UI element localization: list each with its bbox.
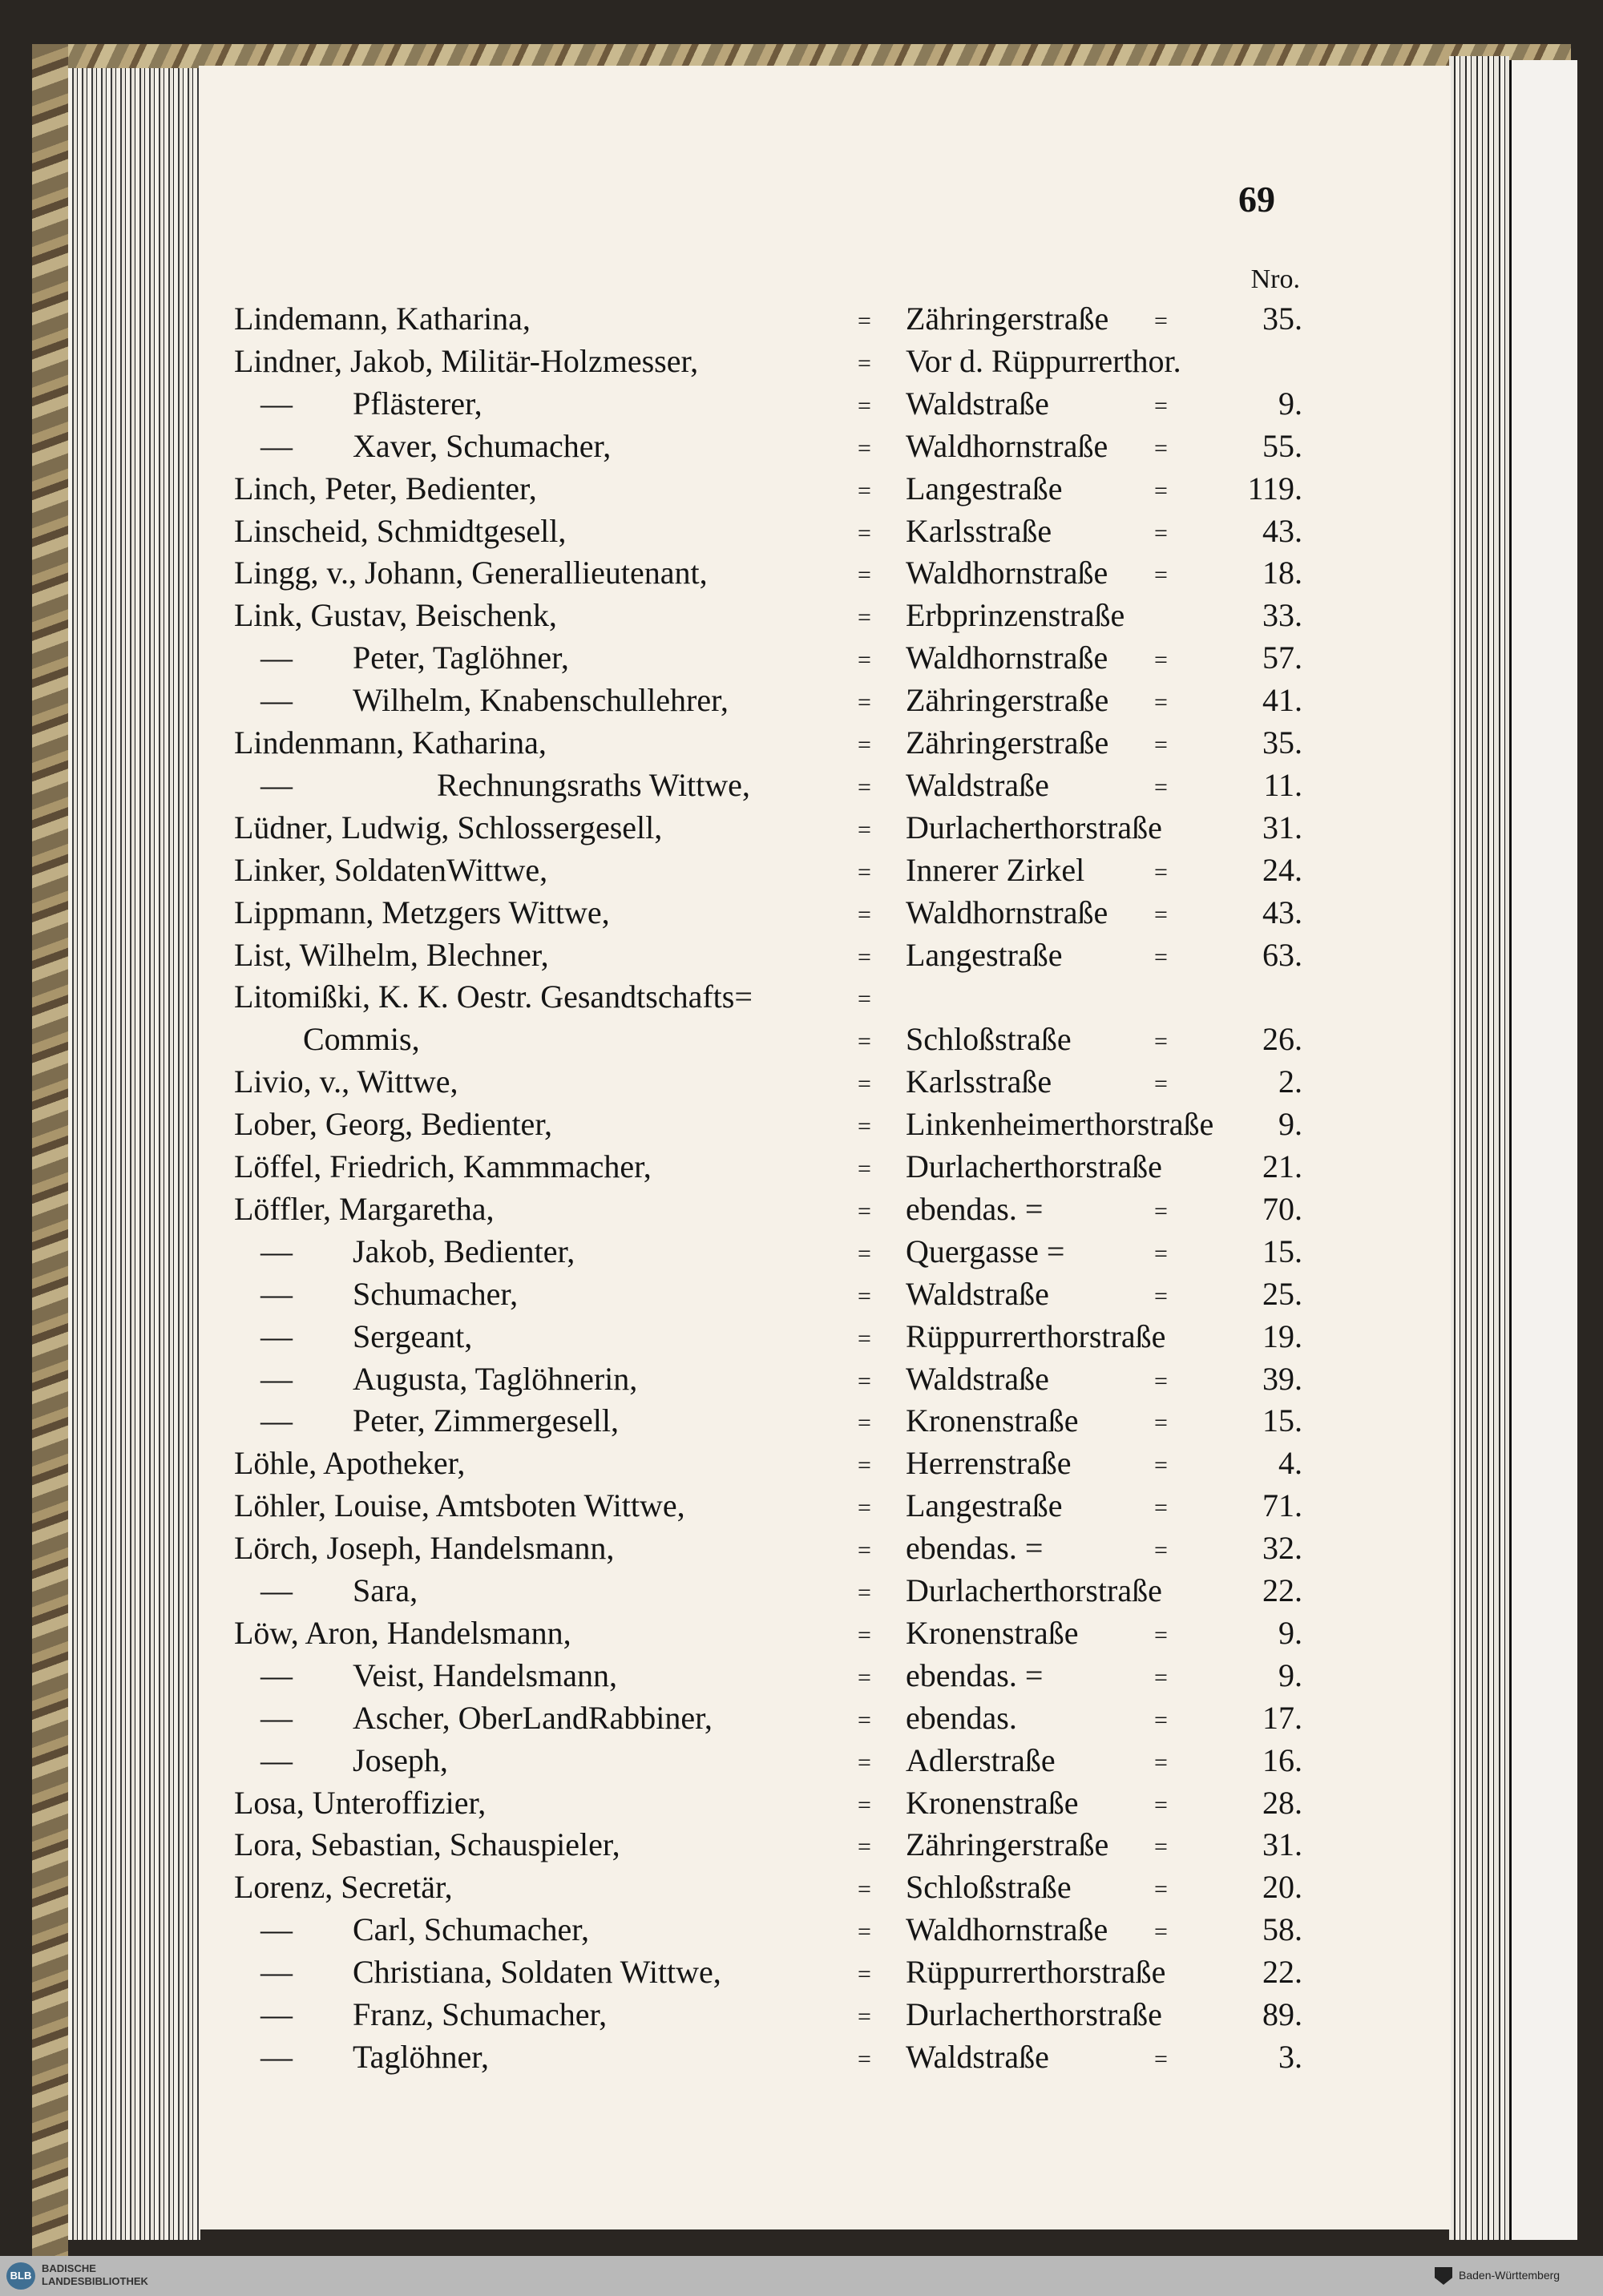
street: Zähringerstraße (906, 301, 1109, 337)
ditto-mark: = (858, 732, 871, 758)
house-number: 26. (1262, 1021, 1302, 1058)
street: Rüppurrerthorstraße (906, 1954, 1166, 1991)
entry-name: Lindner, Jakob, Militär-Holzmesser, (234, 342, 699, 379)
list-row (0, 1063, 1603, 1108)
ditto-mark: = (858, 477, 871, 504)
entry-subname: Christiana, Soldaten Wittwe, (353, 1954, 721, 1991)
house-number: 57. (1262, 640, 1302, 676)
house-number: 28. (1262, 1784, 1302, 1821)
street: Waldstraße (906, 2038, 1049, 2075)
list-row (0, 1023, 1603, 1065)
list-row (0, 642, 1603, 684)
baden-wuerttemberg-crest-icon (1435, 2267, 1452, 2285)
house-number: 39. (1262, 1360, 1302, 1397)
list-row (0, 1233, 1603, 1277)
ditto-mark: = (1154, 1452, 1168, 1479)
ditto-dash: — (260, 1699, 293, 1736)
ditto-dash: — (260, 1402, 293, 1439)
list-row (0, 1699, 1603, 1744)
entry-name: Linscheid, Schmidtgesell, (234, 512, 567, 549)
street: Schloßstraße (906, 1021, 1072, 1058)
house-number: 58. (1262, 1911, 1302, 1948)
house-number: 9. (1278, 1656, 1302, 1693)
ditto-mark: = (858, 562, 871, 589)
blb-logo-icon[interactable]: BLB (6, 2262, 35, 2290)
ditto-mark: = (1154, 1791, 1168, 1818)
list-row (0, 1956, 1603, 1998)
street: ebendas. (906, 1699, 1017, 1736)
entry-subname: Sergeant, (353, 1317, 473, 1354)
house-number: 9. (1278, 1106, 1302, 1143)
ditto-mark: = (858, 1919, 871, 1946)
ditto-mark: = (858, 1410, 871, 1437)
list-row (0, 342, 1603, 387)
house-number: 16. (1262, 1741, 1302, 1778)
library-name[interactable] (42, 2262, 202, 2288)
entry-name: Lober, Georg, Bedienter, (234, 1106, 553, 1143)
entry-name: Löffel, Friedrich, Kammmacher, (234, 1148, 652, 1184)
list-row (0, 1572, 1603, 1616)
house-number: 35. (1262, 724, 1302, 761)
ditto-mark: = (858, 1834, 871, 1861)
house-number: 31. (1262, 809, 1302, 845)
house-number: 18. (1262, 555, 1302, 591)
street: Durlacherthorstraße (906, 809, 1162, 845)
ditto-mark: = (1154, 1749, 1168, 1776)
state-label[interactable]: Baden-Württemberg (1459, 2269, 1561, 2282)
list-row (0, 1826, 1603, 1870)
ditto-mark: = (858, 1961, 871, 1988)
street: Waldstraße (906, 766, 1049, 803)
house-number: 33. (1262, 597, 1302, 634)
list-row (0, 1148, 1603, 1192)
list-row (0, 512, 1603, 557)
ditto-mark: = (858, 519, 871, 547)
list-row (0, 809, 1603, 853)
ditto-mark: = (858, 1749, 871, 1776)
entry-subname: Ascher, OberLandRabbiner, (353, 1699, 713, 1736)
ditto-dash: — (260, 1996, 293, 2032)
ditto-dash: — (260, 766, 293, 803)
entry-subname: Sara, (353, 1572, 418, 1608)
entry-name: Löw, Aron, Handelsmann, (234, 1614, 571, 1651)
street: Innerer Zirkel (906, 851, 1085, 888)
street: Kronenstraße (906, 1614, 1079, 1651)
street: Waldhornstraße (906, 555, 1108, 591)
entry-name: Lorenz, Secretär, (234, 1869, 453, 1906)
ditto-dash: — (260, 1741, 293, 1778)
house-number: 19. (1262, 1317, 1302, 1354)
entry-subname: Peter, Taglöhner, (353, 640, 569, 676)
library-name-line2: LANDESBIBLIOTHEK (42, 2275, 148, 2287)
house-number: 15. (1262, 1402, 1302, 1439)
street: Durlacherthorstraße (906, 1572, 1162, 1608)
street: Kronenstraße (906, 1784, 1079, 1821)
street: Zähringerstraße (906, 1826, 1109, 1863)
ditto-mark: = (858, 2045, 871, 2072)
house-number: 24. (1262, 851, 1302, 888)
street: Waldhornstraße (906, 894, 1108, 930)
entry-name: Lindemann, Katharina, (234, 301, 531, 337)
list-row (0, 766, 1603, 811)
list-row (0, 385, 1603, 430)
list-row (0, 1784, 1603, 1829)
entry-name: Livio, v., Wittwe, (234, 1063, 458, 1100)
entry-name: List, Wilhelm, Blechner, (234, 936, 549, 973)
list-row (0, 1656, 1603, 1701)
list-row (0, 1741, 1603, 1786)
entry-subname: Veist, Handelsmann, (353, 1656, 617, 1693)
house-number: 9. (1278, 385, 1302, 422)
entry-name: Losa, Unteroffizier, (234, 1784, 487, 1821)
street: Waldhornstraße (906, 640, 1108, 676)
list-row (0, 981, 1603, 1023)
ditto-dash: — (260, 682, 293, 719)
street: Waldstraße (906, 1360, 1049, 1397)
entry-name: Linch, Peter, Bedienter, (234, 470, 537, 506)
street: Linkenheimerthorstraße (906, 1106, 1214, 1143)
list-row (0, 1402, 1603, 1447)
list-row (0, 724, 1603, 769)
ditto-mark: = (858, 1325, 871, 1352)
ditto-dash: — (260, 1275, 293, 1312)
ditto-mark: = (1154, 689, 1168, 716)
street: Waldstraße (906, 385, 1049, 422)
street: Zähringerstraße (906, 724, 1109, 761)
street: Karlsstraße (906, 512, 1052, 549)
ditto-mark: = (858, 1452, 871, 1479)
entry-subname: Carl, Schumacher, (353, 1911, 589, 1948)
entry-subname: Franz, Schumacher, (353, 1996, 608, 2032)
ditto-mark: = (1154, 901, 1168, 928)
street: ebendas. = (906, 1656, 1044, 1693)
list-row (0, 470, 1603, 514)
ditto-mark: = (858, 1113, 871, 1140)
street: Adlerstraße (906, 1741, 1056, 1778)
ditto-mark: = (858, 1664, 871, 1691)
entry-subname: Rechnungsraths Wittwe, (437, 766, 750, 803)
entry-subname: Taglöhner, (353, 2038, 489, 2075)
house-number: 22. (1262, 1572, 1302, 1608)
house-number: 43. (1262, 512, 1302, 549)
street: Karlsstraße (906, 1063, 1052, 1100)
entry-subname: Jakob, Bedienter, (353, 1233, 575, 1269)
library-name-line1: BADISCHE (42, 2262, 96, 2274)
street: ebendas. = (906, 1190, 1044, 1227)
ditto-mark: = (1154, 1621, 1168, 1648)
ditto-mark: = (858, 1197, 871, 1225)
list-row (0, 1996, 1603, 2040)
ditto-mark: = (858, 1876, 871, 1903)
entry-name: Löhler, Louise, Amtsboten Wittwe, (234, 1487, 685, 1524)
house-number: 32. (1262, 1530, 1302, 1567)
ditto-mark: = (858, 434, 871, 462)
ditto-mark: = (858, 1706, 871, 1733)
ditto-mark: = (1154, 519, 1168, 547)
entry-name: Linker, SoldatenWittwe, (234, 851, 548, 888)
ditto-mark: = (858, 1282, 871, 1309)
ditto-dash: — (260, 640, 293, 676)
list-row (0, 1317, 1603, 1362)
ditto-mark: = (1154, 1834, 1168, 1861)
street: Durlacherthorstraße (906, 1148, 1162, 1184)
ditto-dash: — (260, 1360, 293, 1397)
ditto-mark: = (858, 816, 871, 843)
street: ebendas. = (906, 1530, 1044, 1567)
ditto-mark: = (858, 349, 871, 377)
entry-name: Link, Gustav, Beischenk, (234, 597, 557, 634)
street: Langestraße (906, 470, 1063, 506)
ditto-dash: — (260, 1317, 293, 1354)
list-row (0, 894, 1603, 938)
ditto-mark: = (858, 943, 871, 970)
street: Schloßstraße (906, 1869, 1072, 1906)
house-number: 4. (1278, 1445, 1302, 1482)
entry-name: Lippmann, Metzgers Wittwe, (234, 894, 610, 930)
ditto-mark: = (1154, 1028, 1168, 1055)
house-number: 22. (1262, 1954, 1302, 1991)
street: Erbprinzenstraße (906, 597, 1125, 634)
ditto-mark: = (1154, 1071, 1168, 1098)
list-row (0, 303, 1603, 345)
ditto-mark: = (858, 1156, 871, 1182)
list-row (0, 1360, 1603, 1405)
house-number: 119. (1247, 470, 1302, 506)
list-row (0, 1447, 1603, 1489)
entry-subname: Peter, Zimmergesell, (353, 1402, 620, 1439)
house-number: 11. (1263, 766, 1302, 803)
house-number: 35. (1262, 301, 1302, 337)
list-row (0, 1190, 1603, 1235)
list-row (0, 1487, 1603, 1531)
street: Vor d. Rüppurrerthor. (906, 342, 1181, 379)
entry-subname: Joseph, (353, 1741, 448, 1778)
entry-subname: Commis, (303, 1021, 420, 1058)
entry-subname: Wilhelm, Knabenschullehrer, (353, 682, 729, 719)
list-row (0, 1275, 1603, 1320)
entry-subname: Xaver, Schumacher, (353, 427, 612, 464)
list-row (0, 427, 1603, 472)
house-number: 25. (1262, 1275, 1302, 1312)
street: Langestraße (906, 1487, 1063, 1524)
ditto-mark: = (858, 1537, 871, 1564)
ditto-mark: = (858, 1621, 871, 1648)
street: Waldstraße (906, 1275, 1049, 1312)
list-row (0, 1532, 1603, 1574)
ditto-mark: = (1154, 308, 1168, 334)
ditto-mark: = (1154, 1240, 1168, 1267)
ditto-dash: — (260, 1656, 293, 1693)
ditto-dash: — (260, 2038, 293, 2075)
house-number: 31. (1262, 1826, 1302, 1863)
page-number: 69 (1238, 179, 1275, 220)
ditto-mark: = (858, 1028, 871, 1055)
ditto-mark: = (1154, 647, 1168, 674)
street: Rüppurrerthorstraße (906, 1317, 1166, 1354)
house-number: 63. (1262, 936, 1302, 973)
ditto-mark: = (858, 1495, 871, 1522)
list-row (0, 1108, 1603, 1150)
house-number: 17. (1262, 1699, 1302, 1736)
ditto-mark: = (1154, 858, 1168, 886)
ditto-dash: — (260, 427, 293, 464)
ditto-mark: = (858, 1071, 871, 1098)
house-number: 3. (1278, 2038, 1302, 2075)
street: Herrenstraße (906, 1445, 1072, 1482)
ditto-mark: = (1154, 1282, 1168, 1309)
street: Langestraße (906, 936, 1063, 973)
ditto-mark: = (1154, 1495, 1168, 1522)
ditto-mark: = (858, 647, 871, 674)
street: Waldhornstraße (906, 1911, 1108, 1948)
list-row (0, 1911, 1603, 1955)
entry-name: Löhle, Apotheker, (234, 1445, 466, 1482)
ditto-mark: = (1154, 1919, 1168, 1946)
ditto-dash: — (260, 385, 293, 422)
ditto-dash: — (260, 1572, 293, 1608)
house-number: 89. (1262, 1996, 1302, 2032)
entry-name: Lörch, Joseph, Handelsmann, (234, 1530, 615, 1567)
list-row (0, 1871, 1603, 1913)
street: Waldhornstraße (906, 427, 1108, 464)
street: Durlacherthorstraße (906, 1996, 1162, 2032)
street: Zähringerstraße (906, 682, 1109, 719)
entry-subname: Pflästerer, (353, 385, 483, 422)
ditto-mark: = (858, 901, 871, 928)
entry-subname: Schumacher, (353, 1275, 519, 1312)
ditto-mark: = (858, 1367, 871, 1394)
house-number: 15. (1262, 1233, 1302, 1269)
ditto-mark: = (858, 1240, 871, 1267)
ditto-dash: — (260, 1911, 293, 1948)
ditto-mark: = (858, 1580, 871, 1606)
ditto-mark: = (1154, 434, 1168, 462)
entry-name: Lüdner, Ludwig, Schlossergesell, (234, 809, 663, 845)
ditto-mark: = (858, 392, 871, 419)
ditto-mark: = (1154, 1706, 1168, 1733)
entry-subname: Augusta, Taglöhnerin, (353, 1360, 638, 1397)
ditto-mark: = (1154, 1197, 1168, 1225)
ditto-mark: = (1154, 1537, 1168, 1564)
ditto-mark: = (1154, 392, 1168, 419)
ditto-mark: = (858, 604, 871, 632)
ditto-mark: = (858, 773, 871, 801)
house-number: 9. (1278, 1614, 1302, 1651)
entry-name: Lindenmann, Katharina, (234, 724, 547, 761)
ditto-mark: = (1154, 477, 1168, 504)
ditto-mark: = (1154, 1876, 1168, 1903)
entry-name: Lora, Sebastian, Schauspieler, (234, 1826, 620, 1863)
house-number: 71. (1262, 1487, 1302, 1524)
ditto-dash: — (260, 1233, 293, 1269)
list-row (0, 936, 1603, 981)
ditto-mark: = (858, 308, 871, 334)
street: Kronenstraße (906, 1402, 1079, 1439)
column-header-number: Nro. (1250, 264, 1300, 294)
ditto-mark: = (1154, 1367, 1168, 1394)
house-number: 70. (1262, 1190, 1302, 1227)
house-number: 21. (1262, 1148, 1302, 1184)
ditto-mark: = (858, 1791, 871, 1818)
ditto-dash: — (260, 1954, 293, 1991)
ditto-mark: = (1154, 562, 1168, 589)
entry-name: Löffler, Margaretha, (234, 1190, 495, 1227)
ditto-mark: = (858, 2003, 871, 2030)
street: Quergasse = (906, 1233, 1065, 1269)
house-number: 41. (1262, 682, 1302, 719)
list-row (0, 851, 1603, 896)
list-row (0, 2038, 1603, 2083)
ditto-mark: = (858, 689, 871, 716)
house-number: 20. (1262, 1869, 1302, 1906)
ditto-mark: = (1154, 1410, 1168, 1437)
ditto-mark: = (858, 986, 871, 1013)
house-number: 2. (1278, 1063, 1302, 1100)
list-row (0, 684, 1603, 726)
house-number: 43. (1262, 894, 1302, 930)
entry-name: Lingg, v., Johann, Generallieutenant, (234, 555, 708, 591)
ditto-mark: = (1154, 1664, 1168, 1691)
ditto-mark: = (1154, 2045, 1168, 2072)
list-row (0, 1614, 1603, 1659)
list-row (0, 557, 1603, 599)
entry-name: Litomißki, K. K. Oestr. Gesandtschafts= (234, 979, 753, 1015)
footer-bar (0, 2256, 1603, 2296)
house-number: 55. (1262, 427, 1302, 464)
list-row (0, 599, 1603, 641)
ditto-mark: = (858, 858, 871, 886)
ditto-mark: = (1154, 732, 1168, 758)
ditto-mark: = (1154, 943, 1168, 970)
ditto-mark: = (1154, 773, 1168, 801)
